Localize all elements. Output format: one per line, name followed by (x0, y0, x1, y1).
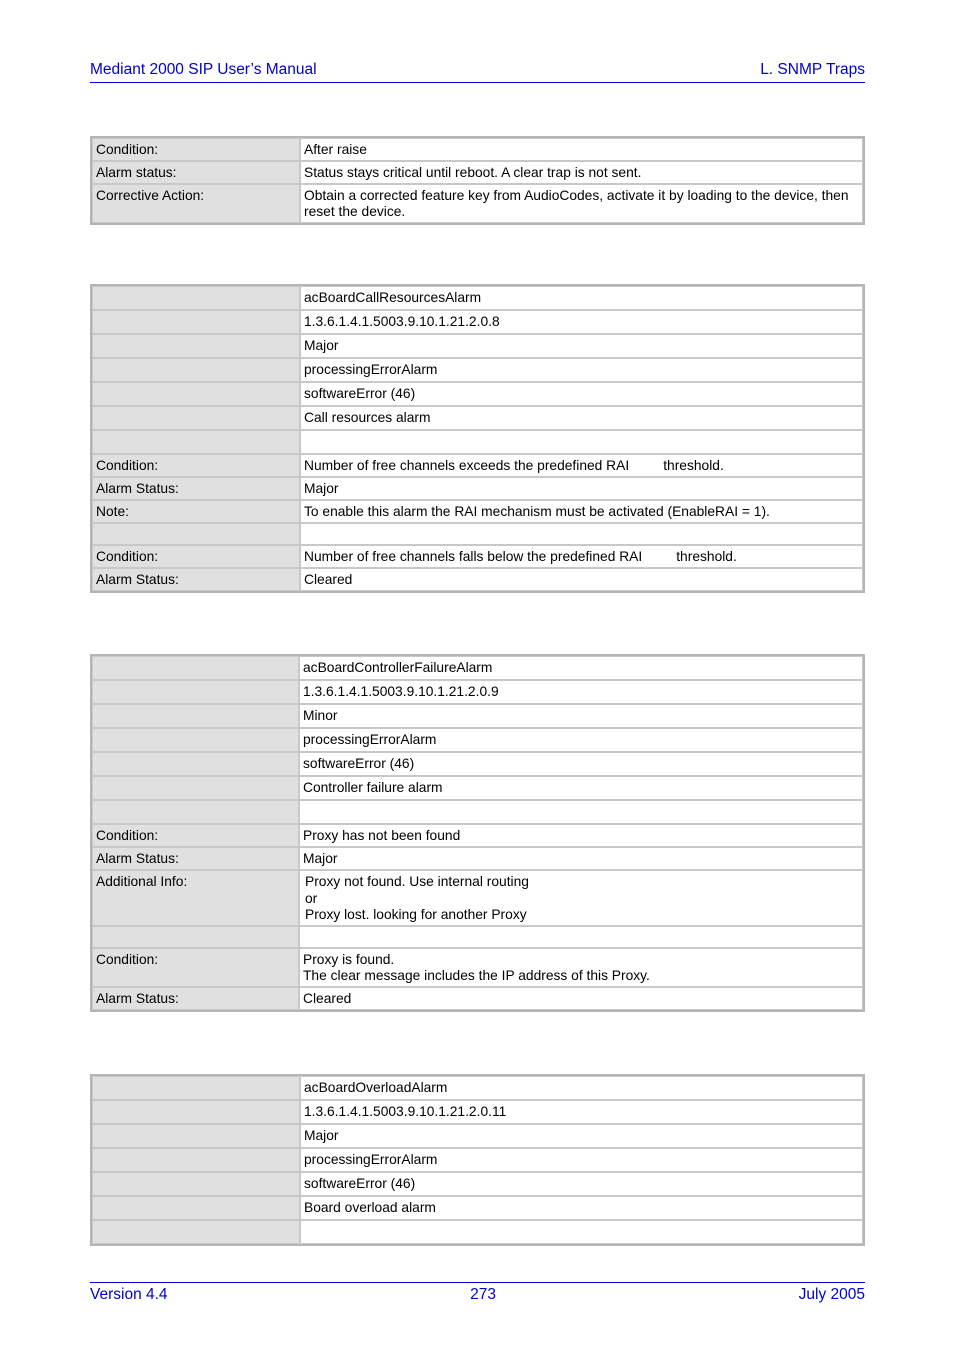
row-value: Major (300, 477, 863, 500)
row-key (92, 1124, 300, 1148)
row-key (92, 523, 300, 545)
row-key (92, 1100, 300, 1124)
footer-date: July 2005 (798, 1286, 865, 1303)
table-row (92, 161, 863, 184)
row-value: To enable this alarm the RAI mechanism must be activated (EnableRAI = 1). (300, 500, 863, 523)
row-key (92, 286, 300, 310)
row-key: Additional Info: (92, 870, 299, 926)
info-line: Proxy is found. (303, 952, 395, 967)
table-row (92, 948, 863, 987)
row-value: Minor (299, 704, 863, 728)
row-key (92, 406, 300, 430)
row-key (92, 358, 300, 382)
row-value: Proxy has not been found (299, 824, 863, 847)
row-key (92, 1076, 300, 1100)
row-value: 1.3.6.1.4.1.5003.9.10.1.21.2.0.8 (300, 310, 863, 334)
condition-text: Number of free channels exceeds the predefined RAI (304, 458, 630, 473)
footer-page-number: 273 (470, 1286, 497, 1303)
row-value: Cleared (299, 987, 863, 1010)
table-call-resources-alarm (90, 284, 865, 593)
row-key (92, 926, 299, 948)
row-value (300, 430, 863, 454)
row-key (92, 382, 300, 406)
table-row (92, 800, 863, 824)
row-key (92, 310, 300, 334)
row-value (299, 948, 863, 987)
row-value: acBoardOverloadAlarm (300, 1076, 863, 1100)
row-key (92, 656, 299, 680)
table-overload-alarm (90, 1074, 865, 1246)
table-row (92, 680, 863, 704)
row-key (92, 776, 299, 800)
row-key: Alarm Status: (92, 568, 300, 591)
table-row (92, 500, 863, 523)
row-value: Board overload alarm (300, 1196, 863, 1220)
row-key (92, 1148, 300, 1172)
row-value: processingErrorAlarm (300, 1148, 863, 1172)
row-value: Obtain a corrected feature key from AudioCodes, activate it by loading to the device, then reset the device. (300, 184, 863, 223)
row-value (299, 870, 863, 926)
row-key: Alarm Status: (92, 847, 299, 870)
row-key (92, 728, 299, 752)
row-value (299, 926, 863, 948)
row-value (300, 545, 863, 568)
row-key: Condition: (92, 948, 299, 987)
row-value: 1.3.6.1.4.1.5003.9.10.1.21.2.0.11 (300, 1100, 863, 1124)
table-row (92, 358, 863, 382)
row-key: Condition: (92, 824, 299, 847)
page-footer (90, 1282, 865, 1306)
table-row (92, 847, 863, 870)
table-row (92, 656, 863, 680)
table-row (92, 138, 863, 161)
table-row (92, 1220, 863, 1244)
table-row (92, 987, 863, 1010)
info-line: or (305, 891, 318, 906)
row-value: acBoardControllerFailureAlarm (299, 656, 863, 680)
row-key (92, 680, 299, 704)
row-key: Condition: (92, 454, 300, 477)
info-line: Proxy lost. looking for another Proxy (305, 907, 527, 922)
row-value: Major (300, 334, 863, 358)
table-row (92, 334, 863, 358)
table-row (92, 1172, 863, 1196)
row-value (300, 454, 863, 477)
condition-text: Number of free channels falls below the predefined RAI (304, 549, 643, 564)
table-row (92, 454, 863, 477)
table-row (92, 430, 863, 454)
table-row (92, 752, 863, 776)
row-key: Alarm Status: (92, 987, 299, 1010)
row-value: 1.3.6.1.4.1.5003.9.10.1.21.2.0.9 (299, 680, 863, 704)
row-value (299, 800, 863, 824)
row-key (92, 430, 300, 454)
table-row (92, 382, 863, 406)
row-value: softwareError (46) (300, 1172, 863, 1196)
row-value: Call resources alarm (300, 406, 863, 430)
row-key (92, 1172, 300, 1196)
row-value: Status stays critical until reboot. A clear trap is not sent. (300, 161, 863, 184)
row-key: Condition: (92, 545, 300, 568)
row-key (92, 704, 299, 728)
table-row (92, 728, 863, 752)
row-key (92, 1220, 300, 1244)
row-value: Cleared (300, 568, 863, 591)
table-row (92, 1100, 863, 1124)
row-key: Alarm Status: (92, 477, 300, 500)
row-key: Note: (92, 500, 300, 523)
table-row (92, 545, 863, 568)
table-row (92, 1148, 863, 1172)
threshold-text: threshold. (676, 549, 737, 564)
footer-version: Version 4.4 (90, 1286, 168, 1303)
row-key (92, 752, 299, 776)
threshold-text: threshold. (663, 458, 724, 473)
row-key (92, 334, 300, 358)
table-row (92, 926, 863, 948)
row-value (300, 1220, 863, 1244)
table-row (92, 568, 863, 591)
table-row (92, 704, 863, 728)
row-value: After raise (300, 138, 863, 161)
row-key: Alarm status: (92, 161, 300, 184)
table-row (92, 824, 863, 847)
row-key: Corrective Action: (92, 184, 300, 223)
row-value: acBoardCallResourcesAlarm (300, 286, 863, 310)
header-section-title: L. SNMP Traps (760, 61, 865, 78)
table-row (92, 184, 863, 223)
info-line: Proxy not found. Use internal routing (305, 874, 529, 889)
table-row (92, 286, 863, 310)
row-value: softwareError (46) (299, 752, 863, 776)
table-feature-key-alarm (90, 136, 865, 225)
page-header (90, 61, 865, 83)
row-key: Condition: (92, 138, 300, 161)
row-key (92, 800, 299, 824)
row-value: Major (299, 847, 863, 870)
table-row (92, 406, 863, 430)
row-value: Major (300, 1124, 863, 1148)
row-value: processingErrorAlarm (300, 358, 863, 382)
table-row (92, 776, 863, 800)
table-row (92, 870, 863, 926)
row-value (300, 523, 863, 545)
table-controller-failure-alarm (90, 654, 865, 1012)
table-row (92, 1124, 863, 1148)
row-value: processingErrorAlarm (299, 728, 863, 752)
table-row (92, 1076, 863, 1100)
row-key (92, 1196, 300, 1220)
info-line: The clear message includes the IP address of this Proxy. (303, 968, 650, 983)
table-row (92, 310, 863, 334)
table-row (92, 1196, 863, 1220)
row-value: softwareError (46) (300, 382, 863, 406)
row-value: Controller failure alarm (299, 776, 863, 800)
header-manual-title: Mediant 2000 SIP User’s Manual (90, 61, 317, 78)
table-row (92, 523, 863, 545)
table-row (92, 477, 863, 500)
